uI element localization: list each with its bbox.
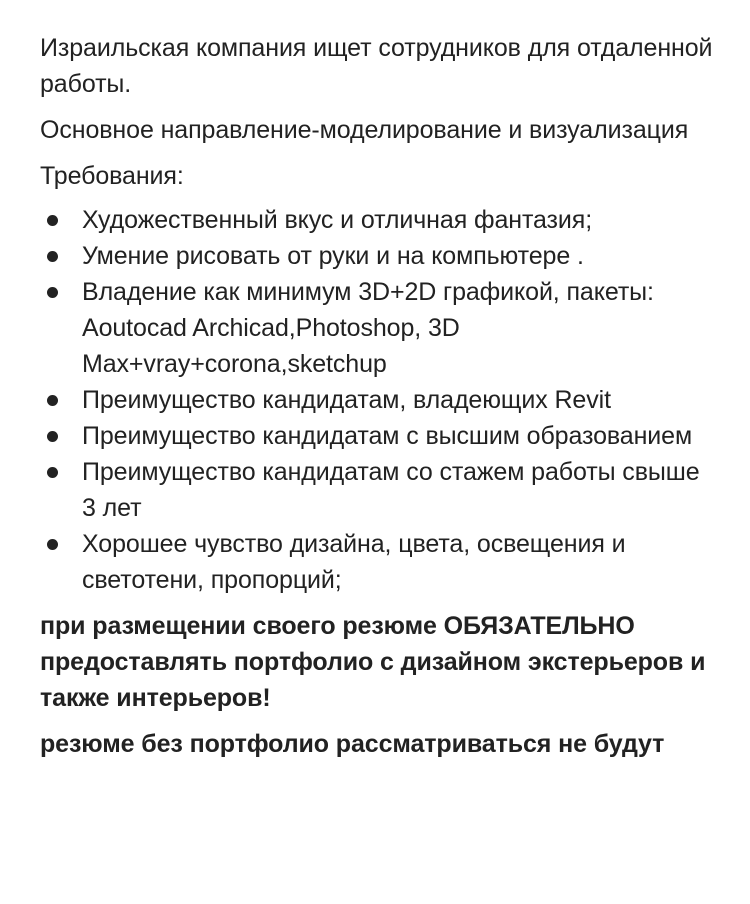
bullet-icon bbox=[47, 395, 58, 406]
bullet-icon bbox=[47, 251, 58, 262]
bullet-icon bbox=[47, 287, 58, 298]
requirements-heading: Требования: bbox=[40, 162, 184, 190]
bullet-icon bbox=[47, 215, 58, 226]
rejection-notice: резюме без портфолио рассматриваться не будут bbox=[40, 730, 665, 758]
list-item bbox=[40, 382, 720, 418]
job-posting bbox=[40, 30, 720, 762]
portfolio-notice: при размещении своего резюме ОБЯЗАТЕЛЬНО предоставлять портфолио с дизайном экстерьеров и также интерьеров! bbox=[40, 612, 706, 712]
list-item bbox=[40, 202, 720, 238]
focus-text: Основное направление-моделирование и визуализация bbox=[40, 116, 689, 144]
list-item bbox=[40, 274, 720, 382]
requirements-list bbox=[40, 202, 720, 598]
intro-text: Израильская компания ищет сотрудников для отдаленной работы. bbox=[40, 34, 713, 98]
list-item bbox=[40, 454, 720, 526]
list-item-text: Хорошее чувство дизайна, цвета, освещения и светотени, пропорций; bbox=[82, 530, 626, 594]
list-item bbox=[40, 526, 720, 598]
list-item-text: Владение как минимум 3D+2D графикой, пакеты: Aoutocad Archicad,Photoshop, 3D Max+vray+corona,sketchup bbox=[82, 278, 654, 378]
list-item-text: Преимущество кандидатам со стажем работы свыше 3 лет bbox=[82, 458, 700, 522]
list-item-text: Преимущество кандидатам с высшим образованием bbox=[82, 422, 693, 450]
list-item-text: Умение рисовать от руки и на компьютере . bbox=[82, 242, 584, 270]
list-item-text: Художественный вкус и отличная фантазия; bbox=[82, 206, 593, 234]
bullet-icon bbox=[47, 539, 58, 550]
list-item bbox=[40, 238, 720, 274]
list-item-text: Преимущество кандидатам, владеющих Revit bbox=[82, 386, 611, 414]
bullet-icon bbox=[47, 431, 58, 442]
bullet-icon bbox=[47, 467, 58, 478]
list-item bbox=[40, 418, 720, 454]
